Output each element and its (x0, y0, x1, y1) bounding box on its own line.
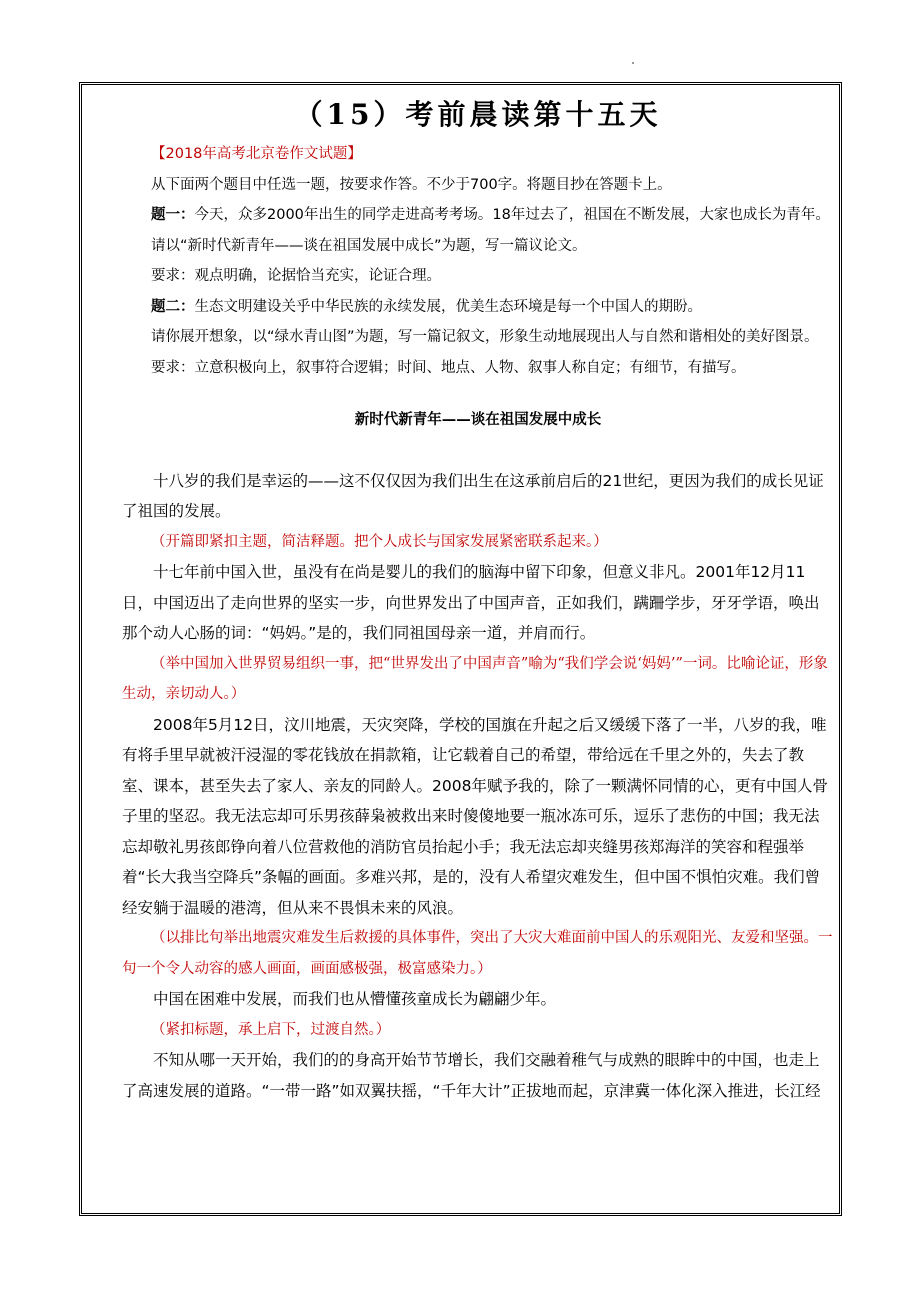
question-two-instruction: 请你展开想象，以“绿水青山图”为题，写一篇记叙文，形象生动地展现出人与自然和谐相处的美好图景。 (151, 329, 819, 345)
page-content (122, 85, 834, 1106)
essay-comment: （开篇即紧扣主题，简洁释题。把个人成长与国家发展紧密联系起来。） (151, 533, 608, 550)
essay-title: 新时代新青年——谈在祖国发展中成长 (354, 412, 602, 428)
question-one-instruction: 请以“新时代新青年——谈在祖国发展中成长”为题，写一篇议论文。 (151, 237, 587, 254)
prompt-heading: 【2018年高考北京卷作文试题】 (151, 146, 362, 162)
prompt-intro: 从下面两个题目中任选一题，按要求作答。不少于700字。将题目抄在答题卡上。 (151, 176, 672, 193)
essay-paragraph: 中国在困难中发展，而我们也从懵懂孩童成长为翩翩少年。 (153, 990, 557, 1008)
corner-mark (632, 62, 634, 64)
essay-comment: （以排比句举出地震灾难发生后救援的具体事件，突出了大灾大难面前中国人的乐观阳光、友爱和坚强。一句一个令人动容的感人画面，画面感极强，极富感染力。） (122, 930, 833, 977)
essay-comment: （举中国加入世界贸易组织一事，把“世界发出了中国声音”喻为“我们学会说‘妈妈’”一词。比喻论证，形象生动，亲切动人。） (122, 655, 828, 702)
essay-paragraph: 2008年5月12日，汶川地震，天灾突降，学校的国旗在升起之后又缓缓下落了一半，八岁的我，唯有将手里早就被汗浸湿的零花钱放在捐款箱，让它载着自己的希望，带给远在千里之外的，失去了教室、课本，甚至失去了家人、亲友的同龄人。2008年赋予我的，除了一颗满怀同情的心，更有中国人骨子里的坚忍。我无法忘却可乐男孩薛枭被救出来时傻傻地要一瓶冰冻可乐，逗乐了悲伤的中国；我无法忘却敬礼男孩郎铮向着八位营救他的消防官员抬起小手；我无法忘却夹缝男孩郑海洋的笑容和程强举着“长大我当空降兵”条幅的画面。多难兴邦，是的，没有人希望灾难发生，但中国不惧怕灾难。我们曾经安躺于温暖的港湾，但从来不畏惧未来的风浪。 (122, 715, 828, 917)
question-one (122, 200, 834, 231)
essay-body (122, 466, 834, 1107)
question-two-requirements: 要求：立意积极向上，叙事符合逻辑；时间、地点、人物、叙事人称自定；有细节，有描写。 (151, 359, 746, 376)
prompt-section (122, 139, 834, 383)
essay-paragraph: 不知从哪一天开始，我们的的身高开始节节增长，我们交融着稚气与成熟的眼眸中的中国，也走上了高速发展的道路。“一带一路”如双翼扶摇，“千年大计”正拔地而起，京津冀一体化深入推进，长江经 (122, 1051, 821, 1100)
page-title: （15）考前晨读第十五天 (294, 98, 662, 131)
question-one-text: 今天，众多2000年出生的同学走进高考考场。18年过去了，祖国在不断发展，大家也成长为青年。 (194, 207, 830, 223)
page-frame (79, 82, 842, 1216)
question-two-text: 生态文明建设关乎中华民族的永续发展，优美生态环境是每一个中国人的期盼。 (194, 298, 702, 315)
question-two-label: 题二： (151, 298, 195, 315)
question-two (122, 292, 834, 323)
essay-comment: （紧扣标题，承上启下，过渡自然。） (151, 1021, 391, 1038)
question-one-label: 题一： (151, 207, 195, 223)
essay-paragraph: 十八岁的我们是幸运的——这不仅仅因为我们出生在这承前启后的21世纪，更因为我们的成长见证了祖国的发展。 (122, 471, 824, 520)
question-one-requirements: 要求：观点明确，论据恰当充实，论证合理。 (151, 268, 441, 284)
essay-paragraph: 十七年前中国入世，虽没有在尚是婴儿的我们的脑海中留下印象，但意义非凡。2001年12月11日，中国迈出了走向世界的坚实一步，向世界发出了中国声音，正如我们，蹒跚学步，牙牙学语，唤出那个动人心肠的词：“妈妈。”是的，我们同祖国母亲一道，并肩而行。 (122, 563, 820, 642)
